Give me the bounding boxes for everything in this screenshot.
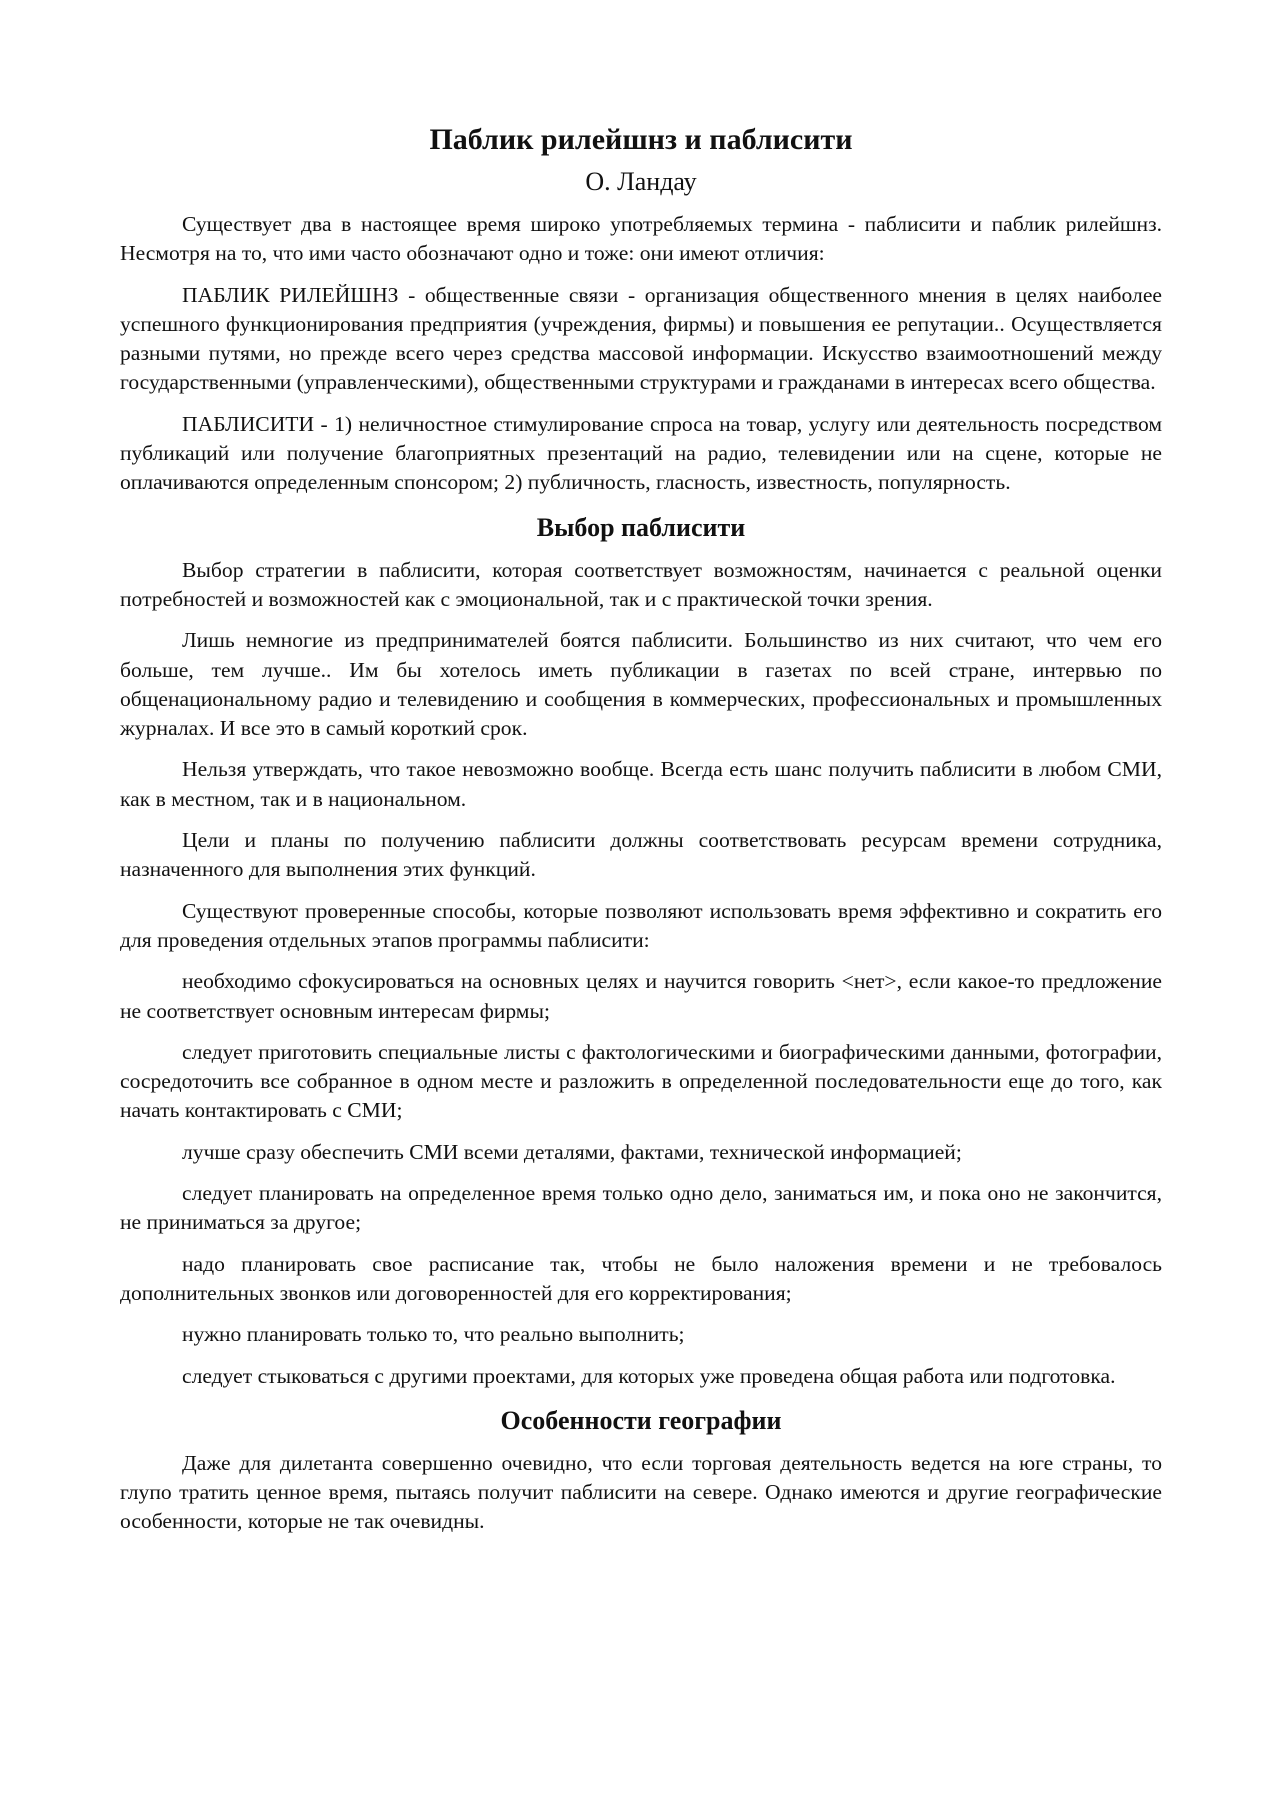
body-paragraph: Существуют проверенные способы, которые позволяют использовать время эффективно и сократить его для проведения отдельных этапов программы паблисити: [120, 898, 1162, 952]
list-item: надо планировать свое расписание так, чтобы не было наложения времени и не требовалось дополнительных звонков или договоренностей для его корректирования; [120, 1251, 1162, 1305]
document-author: О. Ландау [585, 167, 697, 196]
document-page [120, 120, 1162, 1549]
section-heading-publicity-choice: Выбор паблисити [536, 512, 746, 542]
body-paragraph: Цели и планы по получению паблисити должны соответствовать ресурсам времени сотрудника, назначенного для выполнения этих функций. [120, 828, 1162, 882]
body-paragraph: Даже для дилетанта совершенно очевидно, что если торговая деятельность ведется на юге страны, то глупо тратить ценное время, пытаясь получит паблисити на севере. Однако имеются и другие географические особенности, которые не так очевидны. [120, 1450, 1162, 1534]
list-item: нужно планировать только то, что реально выполнить; [182, 1322, 685, 1347]
section-heading-geography: Особенности географии [500, 1405, 782, 1435]
body-paragraph: Выбор стратегии в паблисити, которая соответствует возможностям, начинается с реальной оценки потребностей и возможностей как с эмоциональной, так и с практической точки зрения. [120, 557, 1162, 611]
definition-public-relations: ПАБЛИК РИЛЕЙШНЗ - общественные связи - организация общественного мнения в целях наиболее успешного функционирования предприятия (учреждения, фирмы) и повышения ее репутации.. Осуществляется разными путями, но прежде всего через средства массовой информации. Искусство взаимоотношений между государственными (управленческими), общественными структурами и гражданами в интересах всего общества. [120, 282, 1162, 395]
document-title: Паблик рилейшнз и паблисити [429, 123, 853, 156]
definition-publicity: ПАБЛИСИТИ - 1) неличностное стимулирование спроса на товар, услугу или деятельность посредством публикаций или получение благоприятных презентаций на радио, телевидении или на сцене, которые не оплачиваются определенным спонсором; 2) публичность, гласность, известность, популярность. [120, 411, 1162, 495]
list-item: следует приготовить специальные листы с фактологическими и биографическими данными, фотографии, сосредоточить все собранное в одном месте и разложить в определенной последовательности еще до того, как начать контактировать с СМИ; [120, 1039, 1162, 1123]
intro-paragraph: Существует два в настоящее время широко употребляемых термина - паблисити и паблик рилейшнз. Несмотря на то, что ими часто обозначают одно и тоже: они имеют отличия: [120, 212, 1162, 266]
list-item: следует планировать на определенное время только одно дело, заниматься им, и пока оно не закончится, не приниматься за другое; [120, 1181, 1162, 1235]
list-item: необходимо сфокусироваться на основных целях и научится говорить <нет>, если какое-то предложение не соответствует основным интересам фирмы; [120, 969, 1162, 1023]
list-item: лучше сразу обеспечить СМИ всеми деталями, фактами, технической информацией; [182, 1139, 962, 1164]
list-item: следует стыковаться с другими проектами, для которых уже проведена общая работа или подготовка. [182, 1363, 1116, 1388]
body-paragraph: Лишь немногие из предпринимателей боятся паблисити. Большинство из них считают, что чем его больше, тем лучше.. Им бы хотелось иметь публикации в газетах по всей стране, интервью по общенациональному радио и телевидению и сообщения в коммерческих, профессиональных и промышленных журналах. И все это в самый короткий срок. [120, 628, 1162, 741]
body-paragraph: Нельзя утверждать, что такое невозможно вообще. Всегда есть шанс получить паблисити в любом СМИ, как в местном, так и в национальном. [120, 757, 1162, 811]
